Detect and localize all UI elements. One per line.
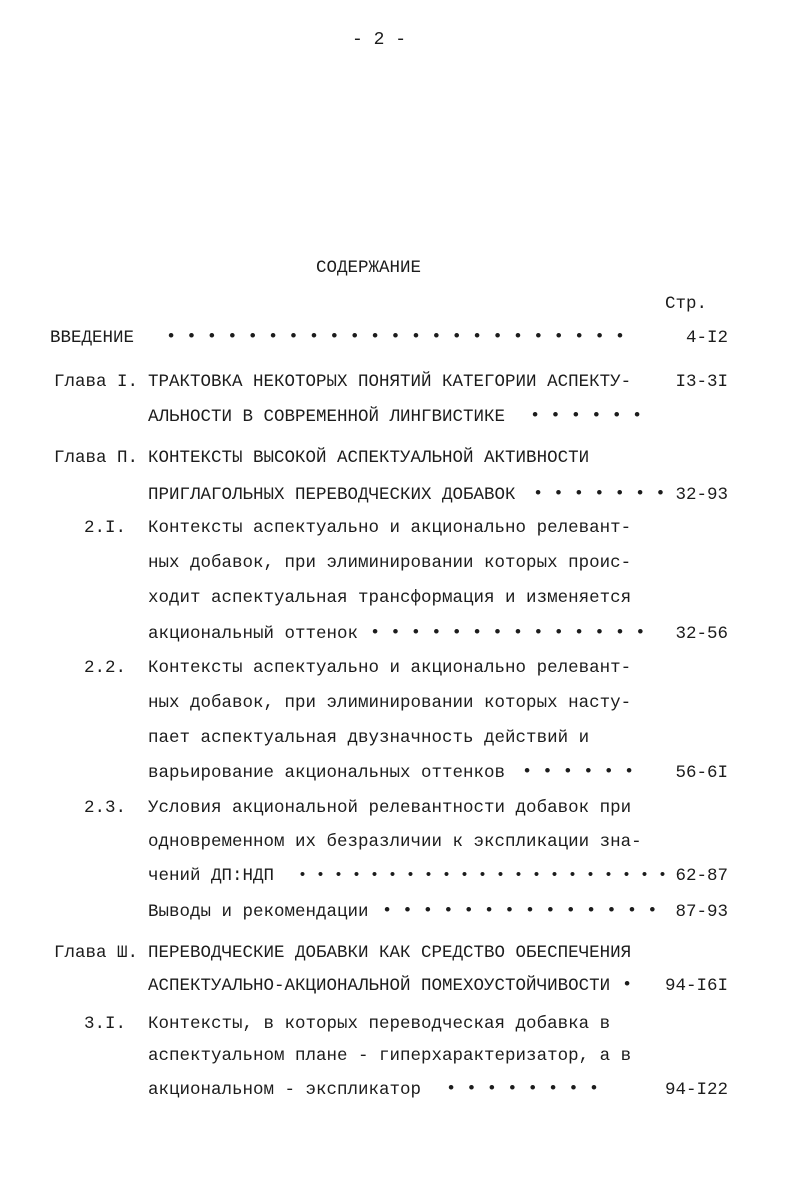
ch3-line1: ПЕРЕВОДЧЕСКИЕ ДОБАВКИ КАК СРЕДСТВО ОБЕСПЕЧЕНИЯ xyxy=(148,943,632,963)
s23-label: 2.3. xyxy=(84,798,127,818)
ch1-line2: АЛЬНОСТИ В СОВРЕМЕННОЙ ЛИНГВИСТИКЕ xyxy=(148,407,506,427)
ch1-pages: I3-3I xyxy=(675,372,728,392)
ch1-label: Глава I. xyxy=(53,372,138,392)
page-number: - 2 - xyxy=(352,30,407,50)
ch3-leader: • xyxy=(622,976,633,995)
s22-label: 2.2. xyxy=(84,658,127,678)
conclusions-pages: 87-93 xyxy=(675,902,728,922)
intro-pages: 4-I2 xyxy=(685,328,728,348)
conclusions-title: Выводы и рекомендации xyxy=(148,902,369,922)
intro-title: ВВЕДЕНИЕ xyxy=(50,328,135,348)
ch3-label: Глава Ш. xyxy=(53,943,138,963)
conclusions-leader: • • • • • • • • • • • • • • xyxy=(382,902,658,921)
s31-line3: акциональном - экспликатор xyxy=(148,1080,422,1100)
ch2-label: Глава П. xyxy=(53,448,138,468)
s22-line1: Контексты аспектуально и акционально релевант- xyxy=(148,658,632,678)
ch1-leader: • • • • • • xyxy=(530,407,643,426)
page-column-header: Стр. xyxy=(665,294,708,314)
s23-line3: чений ДП:НДП xyxy=(148,866,275,886)
s21-pages: 32-56 xyxy=(675,624,728,644)
s22-leader: • • • • • • xyxy=(522,763,635,782)
toc-title: СОДЕРЖАНИЕ xyxy=(316,258,422,278)
s22-line2: ных добавок, при элиминировании которых насту- xyxy=(148,693,632,713)
s31-leader: • • • • • • • • xyxy=(446,1080,600,1099)
s21-line4: акциональный оттенок xyxy=(148,624,359,644)
s23-line1: Условия акциональной релевантности добавок при xyxy=(148,798,632,818)
s23-leader: • • • • • • • • • • • • • • • • • • • • • xyxy=(298,867,668,884)
s23-line2: одновременном их безразличии к экспликации зна- xyxy=(148,832,642,852)
s21-leader: • • • • • • • • • • • • • • xyxy=(370,624,646,643)
s22-pages: 56-6I xyxy=(675,763,728,783)
s22-line3: пает аспектуальная двузначность действий и xyxy=(148,728,590,748)
ch3-line2: АСПЕКТУАЛЬНО-АКЦИОНАЛЬНОЙ ПОМЕХОУСТОЙЧИВОСТИ xyxy=(148,976,611,996)
s31-line1: Контексты, в которых переводческая добавка в xyxy=(148,1014,611,1034)
s31-line2: аспектуальном плане - гиперхарактеризатор, а в xyxy=(148,1046,632,1066)
ch2-pages: 32-93 xyxy=(675,485,728,505)
ch2-leader: • • • • • • • xyxy=(533,485,666,504)
s21-line2: ных добавок, при элиминировании которых проис- xyxy=(148,553,632,573)
s31-label: 3.I. xyxy=(84,1014,127,1034)
ch1-line1: ТРАКТОВКА НЕКОТОРЫХ ПОНЯТИЙ КАТЕГОРИИ АСПЕКТУ- xyxy=(148,372,632,392)
s21-line1: Контексты аспектуально и акционально релевант- xyxy=(148,518,632,538)
s22-line4: варьирование акциональных оттенков xyxy=(148,763,506,783)
ch2-line1: КОНТЕКСТЫ ВЫСОКОЙ АСПЕКТУАЛЬНОЙ АКТИВНОСТИ xyxy=(148,448,590,468)
s23-pages: 62-87 xyxy=(675,866,728,886)
s31-pages: 94-I22 xyxy=(664,1080,728,1100)
ch3-pages: 94-I6I xyxy=(664,976,728,996)
s21-line3: ходит аспектуальная трансформация и изменяется xyxy=(148,588,632,608)
intro-leader: • • • • • • • • • • • • • • • • • • • • • • • xyxy=(166,328,626,347)
s21-label: 2.I. xyxy=(84,518,127,538)
ch2-line2: ПРИГЛАГОЛЬНЫХ ПЕРЕВОДЧЕСКИХ ДОБАВОК xyxy=(148,485,516,505)
